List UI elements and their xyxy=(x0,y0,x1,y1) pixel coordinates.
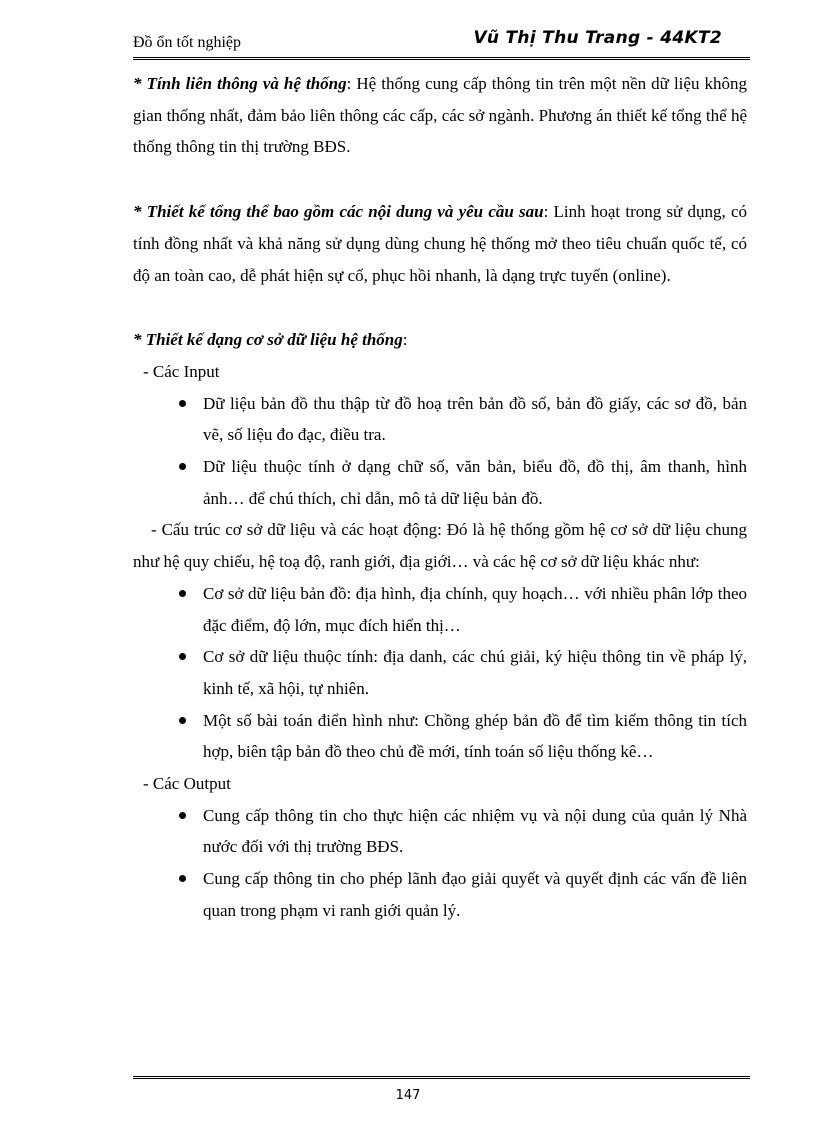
list-item xyxy=(133,800,747,863)
header-thesis-label: Đồ ổn tốt nghiệp xyxy=(133,34,241,51)
structure-list xyxy=(133,578,747,768)
outputs-label: - Các Output xyxy=(143,774,231,794)
paragraph-integration xyxy=(133,68,747,163)
page-header xyxy=(133,28,750,54)
heading-database-design: * Thiết kế dạng cơ sở dữ liệu hệ thống xyxy=(133,330,403,350)
bullet-icon xyxy=(179,400,186,407)
header-divider xyxy=(133,57,750,60)
list-item xyxy=(133,705,747,768)
heading-colon: : xyxy=(402,330,408,350)
list-item-text: Dữ liệu bản đồ thu thập từ đồ hoạ trên bản đồ số, bản đồ giấy, các sơ đồ, bản vẽ, số liệu đo đạc, điều tra. xyxy=(203,393,747,445)
list-item-text: Một số bài toán điển hình như: Chồng ghép bản đồ để tìm kiếm thông tin tích hợp, biên tập bản đồ theo chủ đề mới, tính toán số liệu thống kê… xyxy=(203,710,747,762)
heading-integration: * Tính liên thông và hệ thống xyxy=(133,74,347,93)
list-item-text: Cung cấp thông tin cho thực hiện các nhiệm vụ và nội dung của quản lý Nhà nước đối với thị trường BĐS. xyxy=(203,805,747,857)
list-item-text: Cung cấp thông tin cho phép lãnh đạo giải quyết và quyết định các vấn đề liên quan trong phạm vi ranh giới quản lý. xyxy=(203,869,747,920)
list-item xyxy=(133,578,747,641)
paragraph-overall-design xyxy=(133,196,747,291)
structure-paragraph: - Cấu trúc cơ sở dữ liệu và các hoạt động: Đó là hệ thống gồm hệ cơ sở dữ liệu chung như hệ quy chiếu, hệ toạ độ, ranh giới, địa giới… và các hệ cơ sở dữ liệu khác như: xyxy=(133,520,747,572)
list-item-text: Cơ sở dữ liệu thuộc tính: địa danh, các chú giải, ký hiệu thông tin về pháp lý, kinh tế, xã hội, tự nhiên. xyxy=(203,647,747,698)
paragraph-gap xyxy=(133,163,747,196)
bullet-icon xyxy=(179,653,186,660)
list-item xyxy=(133,863,747,926)
inputs-label: - Các Input xyxy=(143,361,220,381)
list-item-text: Cơ sở dữ liệu bản đồ: địa hình, địa chính, quy hoạch… với nhiều phân lớp theo đặc điểm, độ lớn, mục đích hiển thị… xyxy=(203,583,747,635)
list-item xyxy=(133,641,747,704)
list-item-text: Dữ liệu thuộc tính ở dạng chữ số, văn bản, biểu đồ, đồ thị, âm thanh, hình ảnh… để chú thích, chỉ dẫn, mô tả dữ liệu bản đồ. xyxy=(203,457,747,508)
inputs-list xyxy=(133,388,747,515)
header-author: Vũ Thị Thu Trang - 44KT2 xyxy=(473,28,722,48)
bullet-icon xyxy=(179,463,186,470)
paragraph-gap xyxy=(133,291,747,324)
bullet-icon xyxy=(179,812,186,819)
list-item xyxy=(133,388,747,451)
text-overall-design: : Linh hoạt trong sử dụng, có tính đồng nhất và khả năng sử dụng dùng chung hệ thống mở theo tiêu chuẩn quốc tế, có độ an toàn cao, dễ phát hiện sự cố, phục hồi nhanh, là dạng trực tuyến (online). xyxy=(133,202,747,285)
footer-divider xyxy=(133,1076,750,1079)
bullet-icon xyxy=(179,717,186,724)
heading-overall-design: * Thiết kế tổng thể bao gồm các nội dung và yêu cầu sau xyxy=(133,202,544,222)
document-body xyxy=(133,68,747,927)
bullet-icon xyxy=(179,590,186,597)
page-number: 147 xyxy=(395,1088,421,1103)
list-item xyxy=(133,451,747,514)
paragraph-database-design xyxy=(133,324,747,356)
outputs-list xyxy=(133,800,747,927)
text-integration: : Hệ thống cung cấp thông tin trên một nền dữ liệu không gian thống nhất, đảm bảo liên thông các cấp, các sở ngành. Phương án thiết kế tổng thể hệ thống thông tin thị trường BĐS. xyxy=(133,74,748,157)
bullet-icon xyxy=(179,875,186,882)
